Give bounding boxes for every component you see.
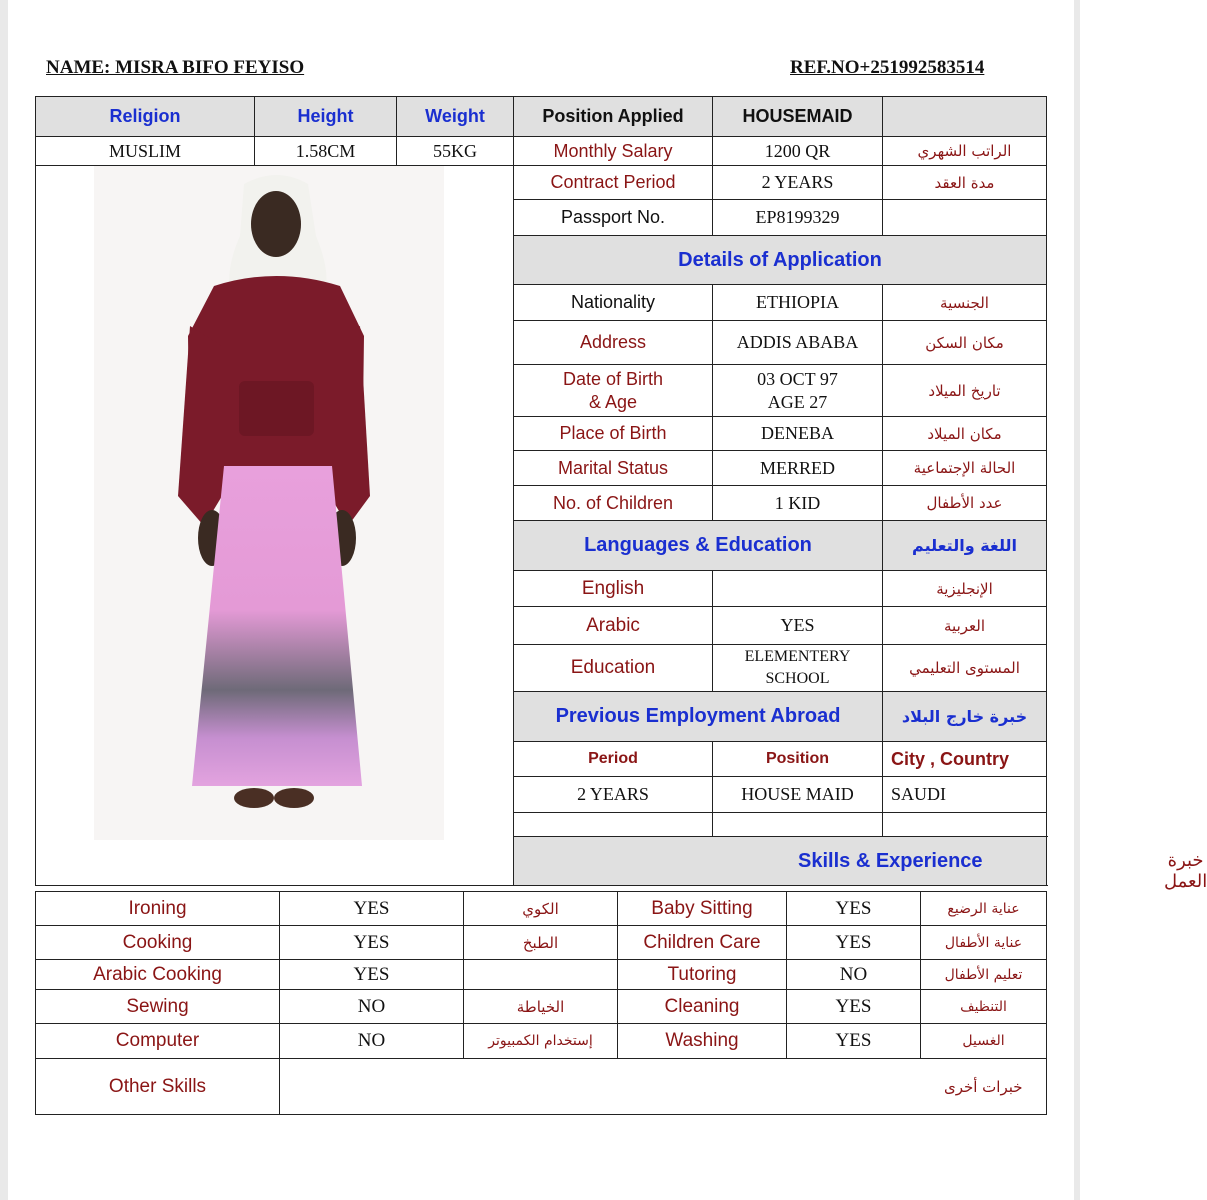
position-arabic [883, 97, 1047, 137]
children-arabic: عدد الأطفال [883, 486, 1047, 521]
page-edge-right [1074, 0, 1080, 1200]
skill-cleaning-value: YES [787, 990, 921, 1024]
dob-arabic: تاريخ الميلاد [883, 365, 1047, 417]
skill-sewing: Sewing [36, 990, 280, 1024]
education-value: ELEMENTERY [744, 648, 851, 665]
contract-label: Contract Period [514, 166, 713, 200]
weight-value: 55KG [397, 137, 514, 166]
education-value-2: SCHOOL [765, 670, 830, 687]
skill-arabic-cooking-arabic [464, 960, 618, 990]
application-table [35, 96, 1207, 892]
dob-label: Date of Birth [562, 368, 664, 389]
details-title: Details of Application [514, 236, 1047, 285]
skill-computer-value: NO [280, 1024, 464, 1059]
height-label: Height [255, 97, 397, 137]
employment-position: HOUSE MAID [713, 777, 883, 813]
marital-value: MERRED [713, 451, 883, 486]
age-label: & Age [588, 391, 638, 412]
religion-label: Religion [36, 97, 255, 137]
other-skills-arabic: خبرات أخرى [921, 1059, 1047, 1115]
employment-period: 2 YEARS [514, 777, 713, 813]
height-value: 1.58CM [255, 137, 397, 166]
photo-cell [36, 166, 514, 886]
skill-children-care-value: YES [787, 926, 921, 960]
skill-washing: Washing [618, 1024, 787, 1059]
skill-sewing-value: NO [280, 990, 464, 1024]
reference-number: REF.NO+251992583514 [790, 57, 985, 78]
languages-title: Languages & Education [514, 521, 883, 571]
skill-baby-sitting-arabic: عناية الرضيع [921, 892, 1047, 926]
skill-ironing: Ironing [36, 892, 280, 926]
skills-title: Skills & Experience [798, 850, 983, 872]
skill-baby-sitting-value: YES [787, 892, 921, 926]
employment-empty-2 [713, 813, 883, 837]
position-value: HOUSEMAID [713, 97, 883, 137]
employment-title: Previous Employment Abroad [514, 692, 883, 742]
birthplace-label: Place of Birth [514, 417, 713, 451]
skill-tutoring: Tutoring [618, 960, 787, 990]
children-label: No. of Children [514, 486, 713, 521]
salary-label: Monthly Salary [514, 137, 713, 166]
position-header: Position [713, 742, 883, 777]
skill-cleaning: Cleaning [618, 990, 787, 1024]
age-value: AGE 27 [767, 391, 828, 412]
period-header: Period [514, 742, 713, 777]
weight-label: Weight [397, 97, 514, 137]
skill-arabic-cooking: Arabic Cooking [36, 960, 280, 990]
address-arabic: مكان السكن [883, 321, 1047, 365]
arabic-value: YES [713, 607, 883, 645]
position-label: Position Applied [514, 97, 713, 137]
skill-ironing-value: YES [280, 892, 464, 926]
nationality-label: Nationality [514, 285, 713, 321]
education-label: Education [514, 645, 713, 692]
education-arabic: المستوى التعليمي [883, 645, 1047, 692]
birthplace-arabic: مكان الميلاد [883, 417, 1047, 451]
skill-computer: Computer [36, 1024, 280, 1059]
passport-arabic [883, 200, 1047, 236]
passport-label: Passport No. [514, 200, 713, 236]
skill-washing-arabic: الغسيل [921, 1024, 1047, 1059]
skill-tutoring-value: NO [787, 960, 921, 990]
employment-country: SAUDI [883, 777, 1047, 813]
arabic-arabic: العربية [883, 607, 1047, 645]
contract-value: 2 YEARS [713, 166, 883, 200]
passport-value: EP8199329 [713, 200, 883, 236]
skill-baby-sitting: Baby Sitting [618, 892, 787, 926]
arabic-label: Arabic [514, 607, 713, 645]
skills-arabic: خبرة العمل [1164, 850, 1207, 892]
address-value: ADDIS ABABA [713, 321, 883, 365]
salary-value: 1200 QR [713, 137, 883, 166]
employment-empty-1 [514, 813, 713, 837]
employment-empty-3 [883, 813, 1047, 837]
marital-label: Marital Status [514, 451, 713, 486]
skill-tutoring-arabic: تعليم الأطفال [921, 960, 1047, 990]
other-skills-label: Other Skills [36, 1059, 280, 1115]
page-edge-left [0, 0, 8, 1200]
skill-cooking: Cooking [36, 926, 280, 960]
salary-arabic: الراتب الشهري [883, 137, 1047, 166]
contract-arabic: مدة العقد [883, 166, 1047, 200]
skill-children-care: Children Care [618, 926, 787, 960]
person-photo [94, 166, 444, 840]
city-country-header: City , Country [883, 742, 1047, 777]
skill-ironing-arabic: الكوي [464, 892, 618, 926]
skill-sewing-arabic: الخياطة [464, 990, 618, 1024]
children-value: 1 KID [713, 486, 883, 521]
marital-arabic: الحالة الإجتماعية [883, 451, 1047, 486]
skill-cooking-arabic: الطبخ [464, 926, 618, 960]
employment-arabic: خبرة خارج البلاد [883, 692, 1047, 742]
birthplace-value: DENEBA [713, 417, 883, 451]
nationality-arabic: الجنسية [883, 285, 1047, 321]
other-skills-value [280, 1059, 921, 1115]
candidate-name: NAME: MISRA BIFO FEYISO [46, 57, 305, 78]
skill-washing-value: YES [787, 1024, 921, 1059]
address-label: Address [514, 321, 713, 365]
skill-children-care-arabic: عناية الأطفال [921, 926, 1047, 960]
nationality-value: ETHIOPIA [713, 285, 883, 321]
person-photo-icon [94, 166, 444, 840]
english-value [713, 571, 883, 607]
skills-table [35, 891, 1047, 1115]
skill-cooking-value: YES [280, 926, 464, 960]
skill-computer-arabic: إستخدام الكمبيوتر [464, 1024, 618, 1059]
dob-value: 03 OCT 97 [757, 368, 838, 389]
english-label: English [514, 571, 713, 607]
religion-value: MUSLIM [36, 137, 255, 166]
skill-arabic-cooking-value: YES [280, 960, 464, 990]
languages-arabic: اللغة والتعليم [883, 521, 1047, 571]
skill-cleaning-arabic: التنظيف [921, 990, 1047, 1024]
skills-header [514, 837, 1207, 892]
english-arabic: الإنجليزية [883, 571, 1047, 607]
